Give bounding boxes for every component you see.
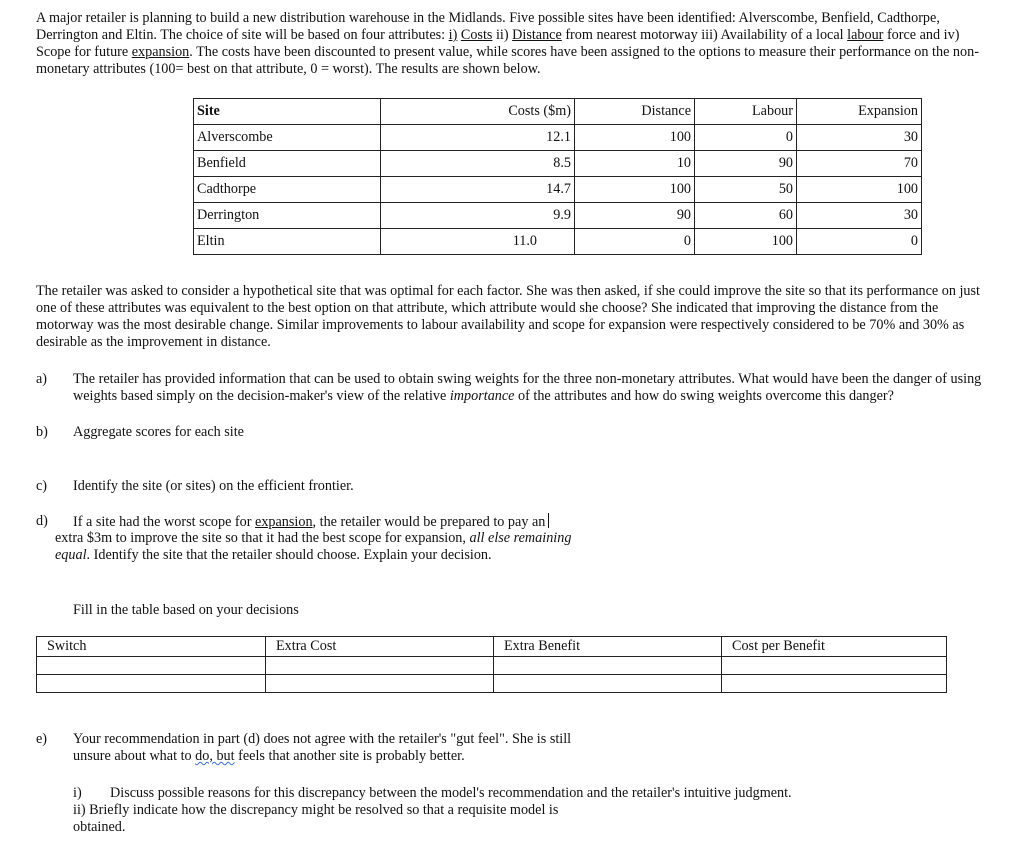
question-b-text: Aggregate scores for each site <box>73 424 244 440</box>
question-e-do-but: do, but <box>195 748 235 764</box>
header-switch: Switch <box>37 637 266 657</box>
intro-text: force and iv) Scope for future <box>36 27 960 60</box>
header-costs: Costs ($m) <box>381 99 575 125</box>
header-distance: Distance <box>575 99 695 125</box>
fill-cell[interactable] <box>722 675 947 693</box>
intro-expansion: expansion <box>131 44 190 60</box>
table-row <box>194 229 922 255</box>
question-e-text <box>73 731 603 765</box>
question-d-label: d) <box>36 513 48 529</box>
cell-cost: 9.9 <box>381 203 575 229</box>
intro-labour: labour <box>847 27 884 43</box>
question-e-ii-text: ii) Briefly indicate how the discrepancy might be resolved so that a requisite model is obtained. <box>73 802 559 835</box>
question-d-part: , the retailer would be prepared to pay an <box>312 514 546 530</box>
intro-text: from nearest motorway iii) Availability of a local <box>561 27 848 43</box>
header-extra-benefit: Extra Benefit <box>494 637 722 657</box>
question-a-part: of the attributes and how do swing weights overcome this danger? <box>514 388 894 404</box>
question-a-importance: importance <box>449 388 515 404</box>
question-d-expansion: expansion <box>255 514 313 530</box>
cell-labour: 50 <box>695 177 797 203</box>
table-row <box>194 151 922 177</box>
cell-distance: 10 <box>575 151 695 177</box>
table-row <box>194 125 922 151</box>
header-cost-per-benefit: Cost per Benefit <box>722 637 947 657</box>
question-b-label: b) <box>36 424 48 440</box>
cell-site: Derrington <box>194 203 381 229</box>
cell-distance: 90 <box>575 203 695 229</box>
cell-site: Eltin <box>194 229 381 255</box>
question-d-rest <box>55 530 575 564</box>
fill-instruction: Fill in the table based on your decisions <box>73 602 299 618</box>
cell-cost: 14.7 <box>381 177 575 203</box>
cell-expansion: 30 <box>797 125 922 151</box>
intro-text: ii) <box>492 27 513 43</box>
cell-site: Alverscombe <box>194 125 381 151</box>
fill-cell[interactable] <box>266 675 494 693</box>
question-a-part: The retailer has provided information that can be used to obtain swing weights for the three non-monetary attributes. What would have been the danger of using weights based simply on the decision-maker's view of the relative <box>73 371 982 404</box>
fill-table-header <box>37 637 947 657</box>
header-labour: Labour <box>695 99 797 125</box>
site-table-header <box>194 99 922 125</box>
cell-distance: 0 <box>575 229 695 255</box>
question-a-label: a) <box>36 371 48 387</box>
question-d-part: extra $3m to improve the site so that it had the best scope for expansion, <box>55 530 470 546</box>
table-row <box>194 203 922 229</box>
intro-i-label: i) <box>448 27 458 43</box>
intro-costs: Costs <box>460 27 493 43</box>
cell-labour: 0 <box>695 125 797 151</box>
fill-table <box>36 636 947 693</box>
question-e-label: e) <box>36 731 48 747</box>
cell-distance: 100 <box>575 125 695 151</box>
fill-cell[interactable] <box>722 657 947 675</box>
fill-cell[interactable] <box>37 675 266 693</box>
cell-labour: 100 <box>695 229 797 255</box>
question-c-text: Identify the site (or sites) on the efficient frontier. <box>73 478 354 494</box>
header-expansion: Expansion <box>797 99 922 125</box>
cell-site: Benfield <box>194 151 381 177</box>
intro-text: . The costs have been discounted to present value, while scores have been assigned to the options to measure their performance on the non-monetary attributes (100= best on that attribute, 0 = worst). The results are shown below. <box>36 44 979 77</box>
cell-cost: 8.5 <box>381 151 575 177</box>
cell-expansion: 30 <box>797 203 922 229</box>
question-d-part: . Identify the site that the retailer should choose. Explain your decision. <box>86 547 492 563</box>
intro-paragraph <box>36 10 996 78</box>
fill-cell[interactable] <box>37 657 266 675</box>
fill-cell[interactable] <box>494 657 722 675</box>
question-d-line1 <box>73 513 549 531</box>
fill-cell[interactable] <box>494 675 722 693</box>
table-row <box>37 657 947 675</box>
fill-cell[interactable] <box>266 657 494 675</box>
context-paragraph: The retailer was asked to consider a hypothetical site that was optimal for each factor. She was then asked, if she could improve the site so that its performance on just one of these attributes was equivalent to the best option on that attribute, which attribute would she choose? She indicated that improving the distance from the motorway was the most desirable change. Similar improvements to labour availability and scope for expansion were respectively considered to be 70% and 30% as desirable as the improvement in distance. <box>36 283 980 350</box>
table-row <box>194 177 922 203</box>
cell-labour: 60 <box>695 203 797 229</box>
question-e-i-text: Discuss possible reasons for this discrepancy between the model's recommendation and the retailer's intuitive judgment. <box>110 785 792 801</box>
table-row <box>37 675 947 693</box>
intro-distance: Distance <box>512 27 562 43</box>
question-c-label: c) <box>36 478 48 494</box>
cell-expansion: 0 <box>797 229 922 255</box>
cell-expansion: 100 <box>797 177 922 203</box>
question-e-i-label: i) <box>73 785 82 801</box>
question-d-all-else: all else remaining equal <box>55 530 572 563</box>
cell-site: Cadthorpe <box>194 177 381 203</box>
cell-distance: 100 <box>575 177 695 203</box>
site-table <box>193 98 922 255</box>
intro-text: A major retailer is planning to build a new distribution warehouse in the Midlands. Five possible sites have been identified: Alverscombe, Benfield, Cadthorpe, Derrington and Eltin. The choice of site will be based on four attributes: <box>36 10 940 43</box>
text-cursor <box>548 513 549 528</box>
cell-cost: 12.1 <box>381 125 575 151</box>
cell-labour: 90 <box>695 151 797 177</box>
cell-expansion: 70 <box>797 151 922 177</box>
cell-cost: 11.0 <box>381 229 575 255</box>
header-extra-cost: Extra Cost <box>266 637 494 657</box>
question-e-part: Your recommendation in part (d) does not agree with the retailer's "gut feel". She is still unsure about what to <box>73 731 572 764</box>
question-d-part: If a site had the worst scope for <box>73 514 256 530</box>
header-site: Site <box>194 99 381 125</box>
question-e-part: feels that another site is probably better. <box>234 748 465 764</box>
question-a-text <box>73 371 998 405</box>
